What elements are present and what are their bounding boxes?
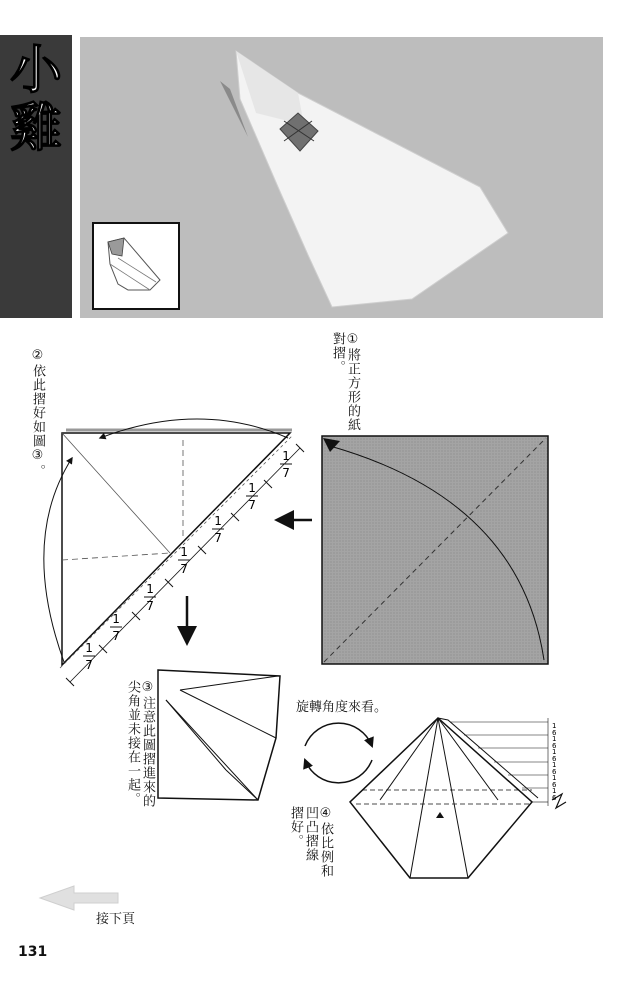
sixth-num: 1	[552, 722, 557, 730]
sixth-den: 6	[552, 742, 557, 750]
seventh-den: 7	[282, 466, 290, 480]
sixth-num: 1	[552, 761, 557, 769]
step3-shape	[158, 670, 280, 800]
sixth-num: 1	[552, 787, 557, 795]
seventh-den: 7	[180, 562, 188, 576]
sixth-num: 1	[552, 774, 557, 782]
sixth-num: 1	[552, 735, 557, 743]
page-number: 131	[18, 944, 48, 960]
sixth-den: 6	[552, 755, 557, 763]
sixth-den: 6	[552, 729, 557, 737]
seventh-den: 7	[146, 599, 154, 613]
rotate-note: 旋轉角度來看。	[296, 700, 388, 715]
sixth-num: 1	[552, 748, 557, 756]
next-page-arrow-icon[interactable]	[40, 886, 118, 910]
seventh-num: 1	[248, 481, 256, 495]
sixth-den: 6	[552, 794, 557, 802]
seventh-num: 1	[146, 582, 154, 596]
title-char-2: 雞	[9, 99, 62, 159]
seventh-num: 1	[282, 449, 290, 463]
step4-kite	[350, 718, 538, 878]
seventh-den: 7	[112, 629, 120, 643]
seventh-num: 1	[112, 612, 120, 626]
seventh-den: 7	[248, 498, 256, 512]
step1-square	[322, 436, 548, 664]
sixth-den: 6	[552, 768, 557, 776]
next-page-label[interactable]: 接下頁	[96, 912, 136, 927]
seventh-num: 1	[180, 545, 188, 559]
sixth-fraction-labels	[552, 722, 557, 802]
title-char-1: 小	[9, 41, 62, 101]
seventh-num: 1	[85, 641, 93, 655]
sixth-den: 6	[552, 781, 557, 789]
seventh-den: 7	[214, 531, 222, 545]
step2-triangle	[44, 419, 292, 668]
rotate-arrows	[305, 723, 372, 783]
seventh-den: 7	[85, 658, 93, 672]
step2-text: ②依此摺好如圖③。	[30, 348, 45, 478]
step3-text: ③注意此圖摺進來的 尖角並未接在一起。	[125, 680, 155, 808]
step4-text: ④依比例和 凹凸摺線 摺好。	[288, 806, 333, 878]
step1-text: ①將正方形的紙 對摺。	[330, 332, 360, 432]
seventh-num: 1	[214, 514, 222, 528]
